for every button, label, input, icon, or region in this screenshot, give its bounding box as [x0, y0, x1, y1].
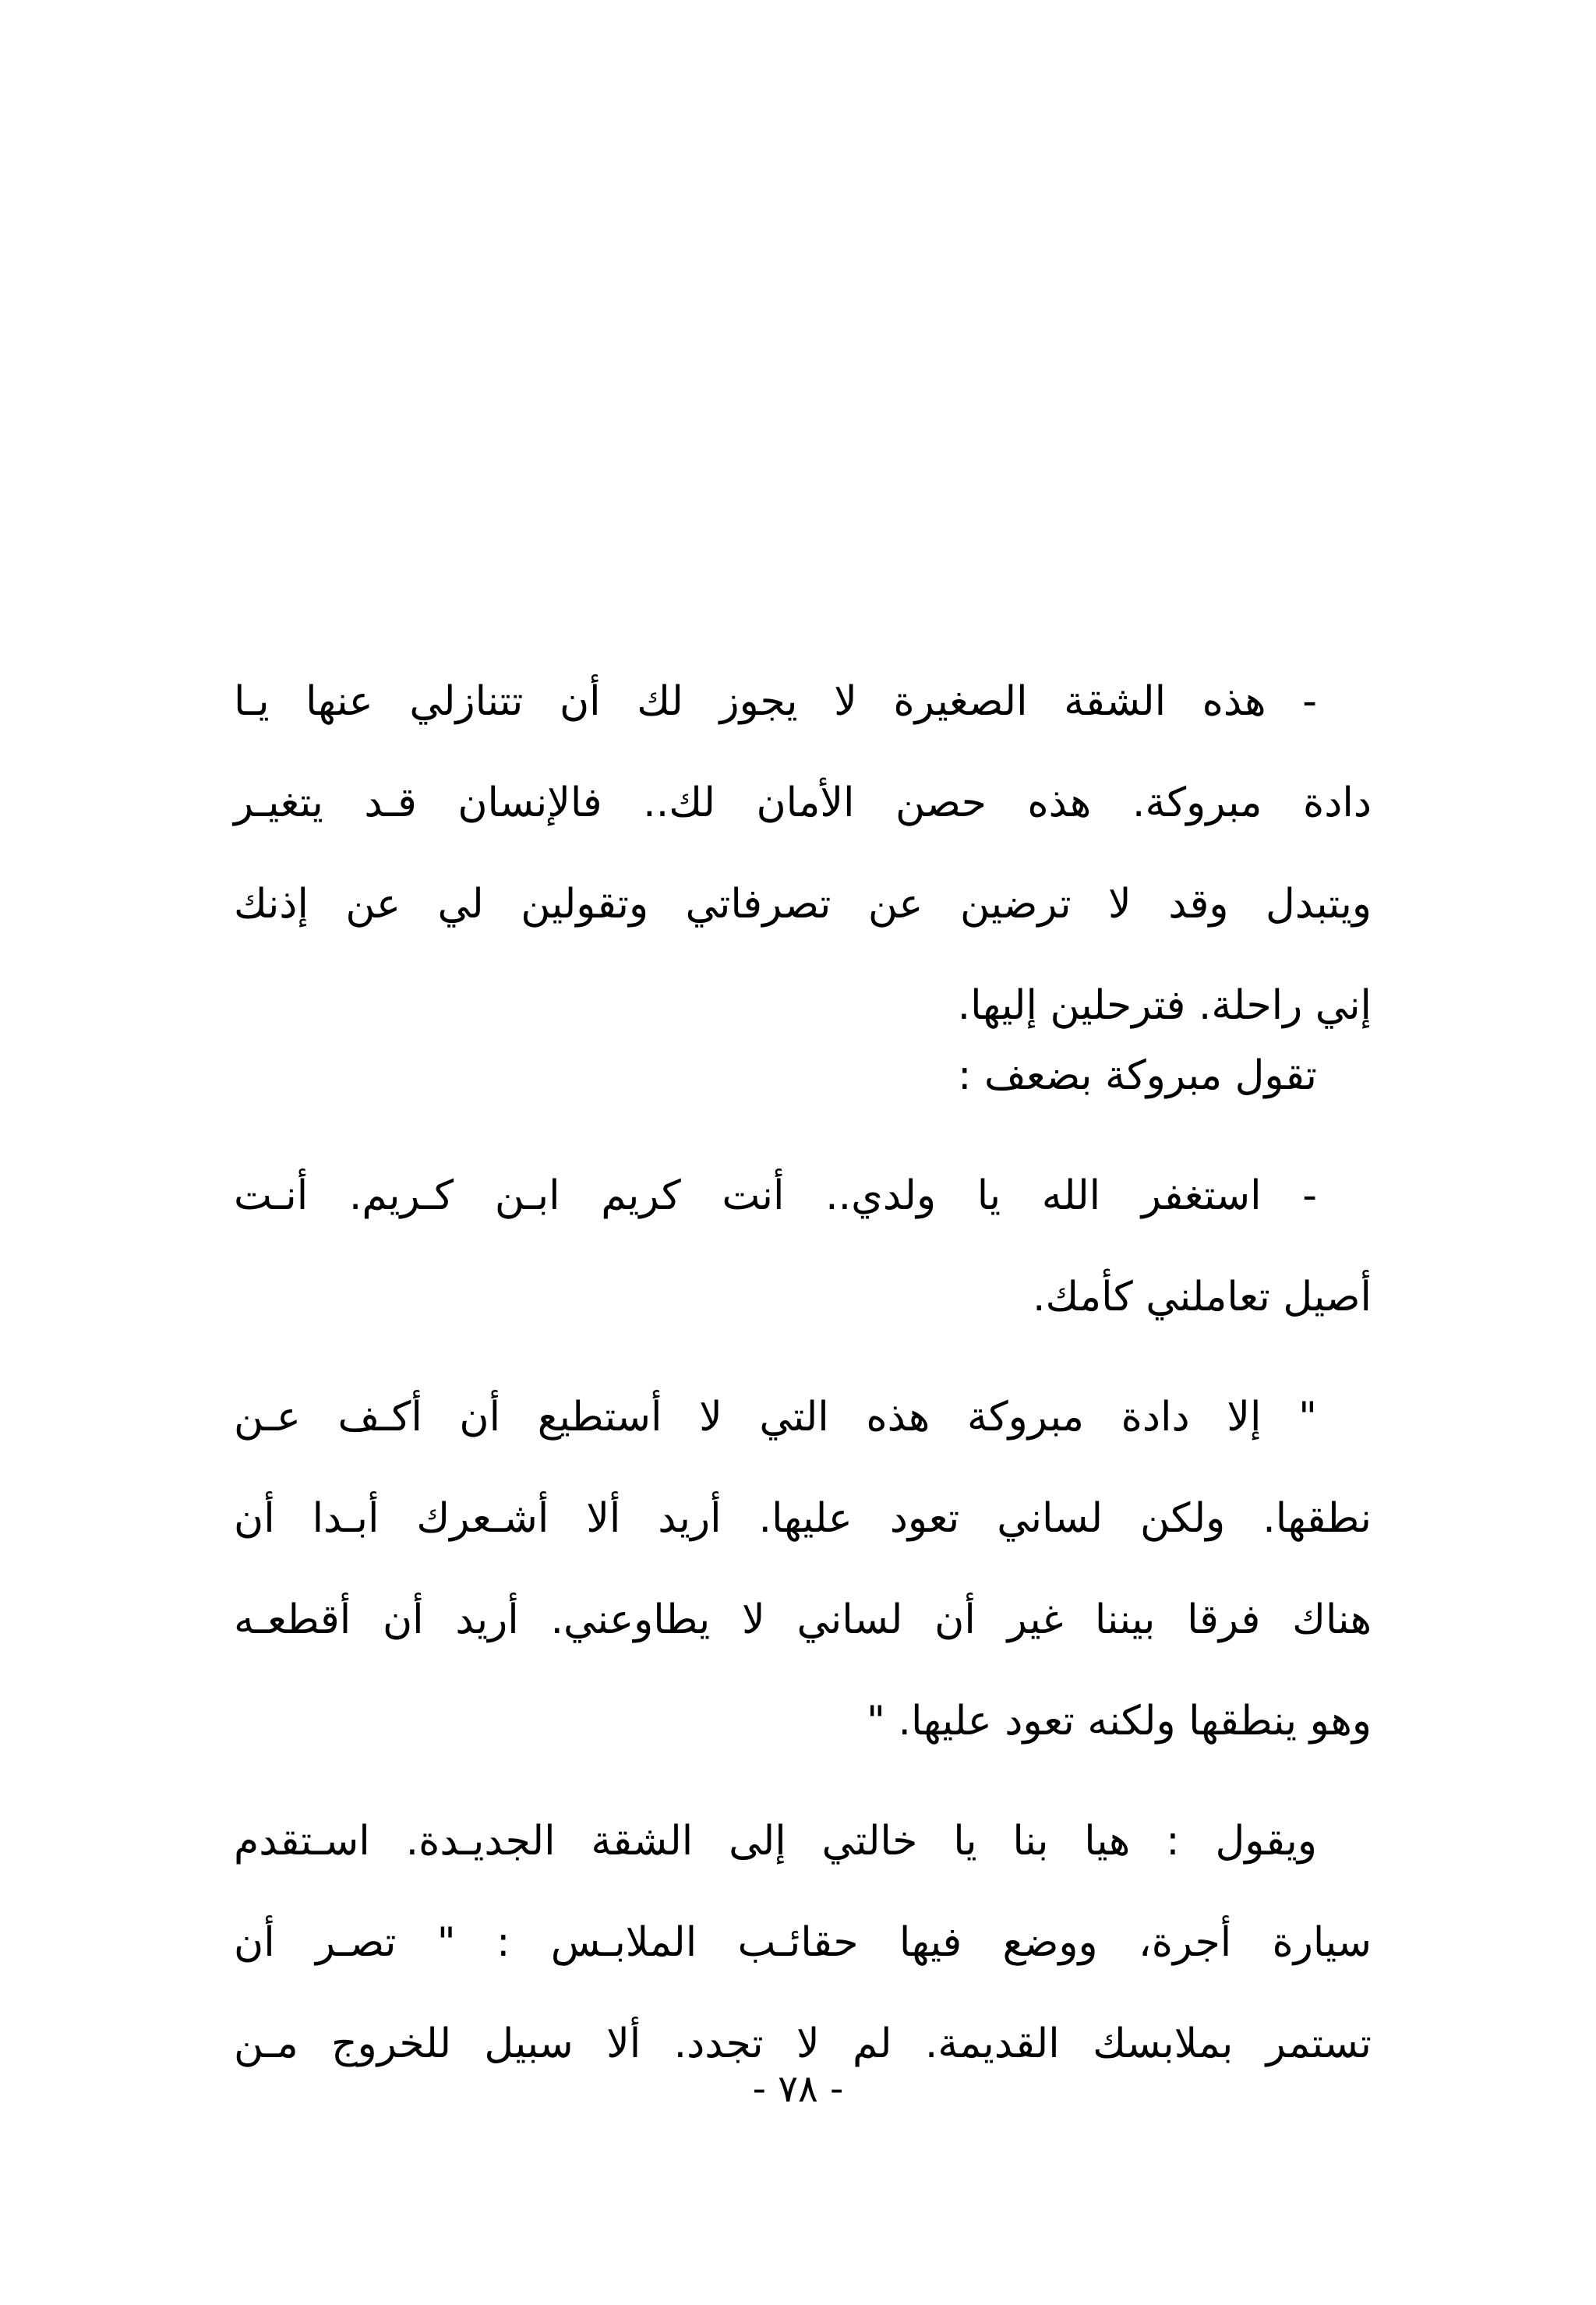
text-line: ويقول : هيا بنا يا خالتي إلى الشقة الجديـدة. اسـتقدم — [234, 1818, 1317, 1865]
text-line: تقول مبروكة بضعف : — [958, 1052, 1317, 1099]
paragraph-3 — [234, 1145, 1372, 1348]
page-number: - ٧٨ - — [752, 2067, 844, 2111]
paragraph-2 — [234, 1025, 1372, 1126]
text-line: - استغفر الله يا ولدي.. أنت كريم ابـن كـريم. أنـت — [234, 1172, 1317, 1219]
paragraph-5 — [234, 1791, 1372, 2095]
text-line: هناك فرقا بيننا غير أن لساني لا يطاوعني. أريد أن أقطعـه — [234, 1596, 1372, 1643]
text-line: إني راحلة. فترحلين إليها. — [957, 982, 1372, 1029]
text-line: " إلا دادة مبروكة هذه التي لا أستطيع أن أكـف عـن — [234, 1394, 1317, 1441]
text-line: تستمر بملابسك القديمة. لم لا تجدد. ألا سبيل للخروج مـن — [234, 2020, 1372, 2067]
text-line: سيارة أجرة، ووضع فيها حقائـب الملابـس : " تصـر أن — [234, 1919, 1372, 1966]
text-line: وهو ينطقها ولكنه تعود عليها. " — [867, 1698, 1372, 1745]
body-text — [234, 651, 1372, 2095]
text-line: نطقها. ولكن لساني تعود عليها. أريد ألا أشـعرك أبـدا أن — [234, 1495, 1372, 1542]
paragraph-4 — [234, 1366, 1372, 1772]
text-line: - هذه الشقة الصغيرة لا يجوز لك أن تتنازلي عنها يـا — [234, 678, 1317, 725]
paragraph-1 — [234, 651, 1372, 1056]
text-line: ويتبدل وقد لا ترضين عن تصرفاتي وتقولين لي عن إذنك — [234, 881, 1372, 928]
text-line: أصيل تعاملني كأمك. — [1032, 1274, 1372, 1320]
text-line: دادة مبروكة. هذه حصن الأمان لك.. فالإنسان قـد يتغيـر — [234, 780, 1372, 826]
